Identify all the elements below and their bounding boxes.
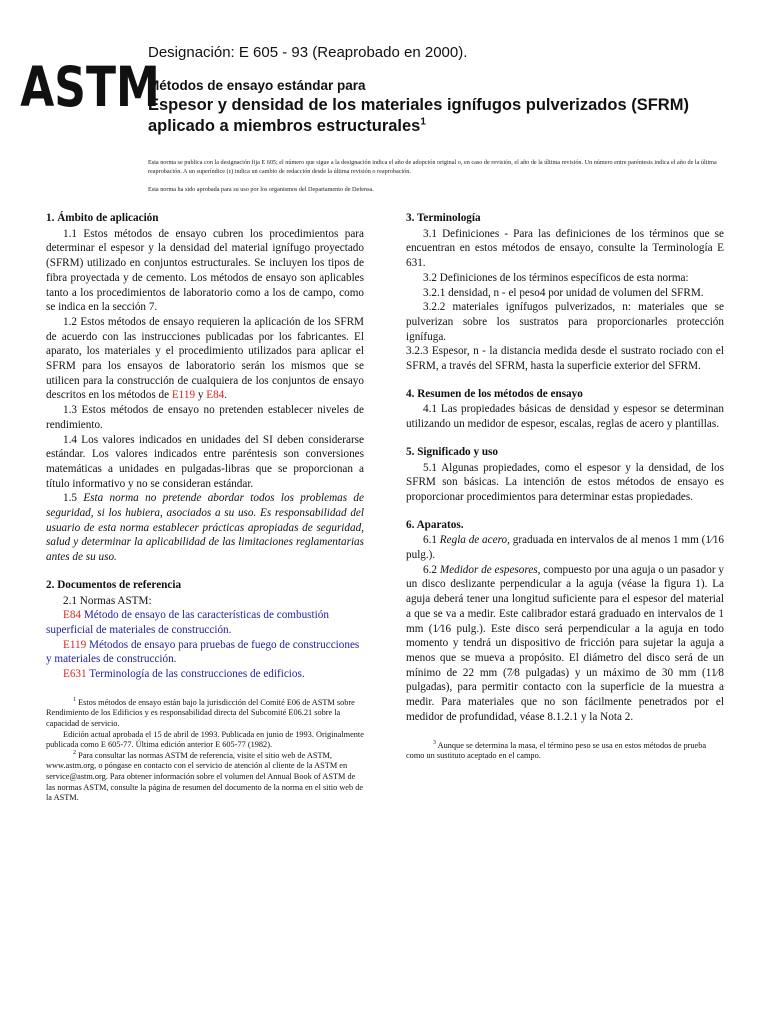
paragraph-6-1-number: 6.1: [423, 534, 440, 547]
reference-title[interactable]: Métodos de ensayo para pruebas de fuego de construcciones y materiales de construcción.: [46, 638, 360, 666]
section-6-heading: 6. Aparatos.: [406, 518, 464, 531]
paragraph-3-1: 3.1 Definiciones - Para las definiciones de los términos que se encuentran en estos métodos de ensayo, consulte la Terminología E 631.: [406, 227, 724, 270]
designation: Designación: E 605 - 93 (Reaprobado en 2000).: [148, 44, 468, 61]
paragraph-6-2: [406, 563, 724, 725]
astm-logo-text: ASTM: [20, 55, 160, 120]
paragraph-1-2-end: .: [224, 389, 228, 402]
paragraph-6-1-term: Regla de acero: [439, 534, 508, 547]
title-footnote-marker: 1: [420, 116, 426, 128]
paragraph-2-1: 2.1 Normas ASTM:: [63, 594, 152, 607]
footnote-3: [406, 741, 724, 762]
reference-e119[interactable]: [46, 638, 364, 667]
footnote-2-text: Para consultar las normas ASTM de referencia, visite el sitio web de ASTM, www.astm.org, o póngase en contacto con el servicio de atención al cliente de la ASTM en service@astm.org. Para obtener información sobre el volumen del Annual Book of ASTM de las normas ASTM, consulte la página de resumen del documento de la norma en el sitio web de la ASTM.: [46, 750, 364, 803]
astm-logo: [20, 46, 160, 122]
footnote-1-text: Estos métodos de ensayo están bajo la jurisdicción del Comité E06 de ASTM sobre Rendimiento de los Edificios y es responsabilidad directa del Subcomité E06.21 sobre la capacidad de servicio.: [46, 697, 355, 728]
paragraph-1-3: 1.3 Estos métodos de ensayo no pretenden establecer niveles de rendimiento.: [46, 404, 364, 431]
paragraph-1-5-number: 1.5: [63, 492, 84, 505]
paragraph-1-2: [46, 315, 364, 403]
paragraph-1-1: 1.1 Estos métodos de ensayo cubren los procedimientos para determinar el espesor y la densidad del material ignífugo proyectado (SFRM) utilizado en conjuntos estructurales. Se incluyen los tipos de fibra proyectada y de cemento. Los métodos de ensayo son aplicables tanto a los procedimientos de laboratorio como a los de campo, como se indica en la sección 7.: [46, 227, 364, 314]
document-title-text: Espesor y densidad de los materiales ignífugos pulverizados (SFRM) aplicado a miembros estructurales: [148, 96, 689, 135]
paragraph-1-4: 1.4 Los valores indicados en unidades del SI deben considerarse estándar. Los valores indicados entre paréntesis son conversiones matemáticas a unidades en pulgadas-libras que se proporcionan a título informativo y no se consideran estándar.: [46, 433, 364, 490]
footnote-2-marker: 2: [73, 750, 76, 756]
paragraph-3-2: 3.2 Definiciones de los términos específicos de esta norma:: [423, 271, 689, 284]
reference-e84[interactable]: [46, 608, 364, 637]
footnote-1: [46, 698, 364, 730]
approval-note: Esta norma ha sido aprobada para su uso por los organismos del Departamento de Defensa.: [148, 186, 374, 193]
paragraph-6-1-text: , graduada en intervalos de al menos 1 mm (1⁄16 pulg.).: [406, 534, 725, 562]
footnote-1-edition: Edición actual aprobada el 15 de abril de 1993. Publicada en junio de 1993. Originalmente publicada como E 605-77. Última edición anterior E 605-77 (1982).: [46, 729, 364, 750]
footnote-1-marker: 1: [73, 697, 76, 704]
paragraph-1-2-text: 1.2 Estos métodos de ensayo requieren la aplicación de los SFRM de acuerdo con las instrucciones publicadas por los fabricantes. El aparato, los materiales y el procedimiento utilizados para aplicar el SFRM para los ensayos de laboratorio serán los mismos que se utilicen para la construcción de cualquiera de los conjuntos de ensayo descritos en los métodos de: [46, 315, 364, 402]
paragraph-6-1: [406, 533, 724, 562]
paragraph-1-2-and: y: [195, 389, 207, 402]
paragraph-6-2-text: , compuesto por una aguja o un pasador y un disco deslizante perpendicular a la aguja (véase la figura 1). La aguja deberá tener una longitud suficiente para el espesor del material a que se va a medir. Este calibrador estará graduado en intervalos de 1 mm (1⁄16 pulg.). Este disco será perpendicular a la aguja en todo momento y tendrá un dispositivo de fricción para sujetar la aguja a menos que se mueva a propósito. El diámetro del disco será de un mínimo de 22 mm (7⁄8 pulgadas) y un máximo de 30 mm (11⁄8 pulgadas), para permitir contacto con la superficie de la muestra a medir. Para materiales que no son fácilmente penetrados por el medidor de profundidad, véase 8.1.2.1 y la Nota 2.: [406, 563, 724, 723]
section-3-heading: 3. Terminología: [406, 212, 481, 224]
paragraph-5-1: 5.1 Algunas propiedades, como el espesor y la densidad, de los SFRM son básicas. La intención de estos métodos de ensayo es proporcionar procedimientos para determinar estas propiedades.: [406, 461, 724, 503]
paragraph-3-2-2: 3.2.2 materiales ignífugos pulverizados, n: materiales que se pulverizan sobre los sustratos para proporcionarles protección ignífuga.: [406, 301, 724, 343]
paragraph-1-5: [46, 491, 364, 565]
reference-code[interactable]: E631: [63, 668, 87, 681]
right-column: [406, 211, 724, 762]
paragraph-6-2-term: Medidor de espesores: [439, 563, 538, 576]
reference-code[interactable]: E84: [63, 609, 82, 622]
link-e119[interactable]: E119: [171, 389, 196, 402]
publication-note: Esta norma se publica con la designación fija E 605; el número que sigue a la designación indica el año de adopción original o, en caso de revisión, el año de la última revisión. Un número entre paréntesis indica el año de la última reaprobación. A un superíndice (ε) indica un cambio de redacción desde la última revisión o reaprobación.: [148, 159, 717, 175]
reference-code[interactable]: E119: [63, 638, 87, 651]
reference-e631[interactable]: [46, 667, 364, 682]
section-1-heading: 1. Ámbito de aplicación: [46, 212, 159, 224]
paragraph-3-2-3: 3.2.3 Espesor, n - la distancia medida desde el sustrato rociado con el SFRM, a través del SFRM, hasta la superficie exterior del SFRM.: [406, 345, 724, 373]
reference-title[interactable]: Terminología de las construcciones de edificios.: [86, 668, 305, 681]
paragraph-4-1: 4.1 Las propiedades básicas de densidad y espesor se determinan utilizando un medidor de espesor, escalas, reglas de acero y plantillas.: [406, 403, 724, 431]
paragraph-3-2-1: 3.2.1 densidad, n - el peso4 por unidad de volumen del SFRM.: [423, 286, 704, 299]
link-e84[interactable]: E84: [206, 389, 225, 402]
footnote-2: [46, 751, 364, 804]
paragraph-1-5-text: Esta norma no pretende abordar todos los problemas de seguridad, si los hubiera, asociados a su uso. Es responsabilidad del usuario de esta norma establecer prácticas apropiadas de seguridad, salud y determinar la aplicabilidad de las limitaciones reglamentarias antes de su uso.: [46, 492, 364, 564]
document-subtitle: Métodos de ensayo estándar para: [148, 78, 366, 93]
section-5-heading: 5. Significado y uso: [406, 445, 499, 458]
section-2-heading: 2. Documentos de referencia: [46, 578, 182, 591]
footnote-3-marker: 3: [433, 739, 436, 746]
section-4-heading: 4. Resumen de los métodos de ensayo: [406, 387, 583, 400]
paragraph-6-2-number: 6.2: [423, 563, 440, 576]
reference-title[interactable]: Método de ensayo de las características de combustión superficial de materiales de construcción.: [46, 609, 329, 636]
document-title: [148, 95, 748, 137]
left-column: [46, 211, 364, 804]
footnote-3-text: Aunque se determina la masa, el término peso se usa en estos métodos de prueba como un sustituto aceptado en el campo.: [406, 740, 707, 761]
